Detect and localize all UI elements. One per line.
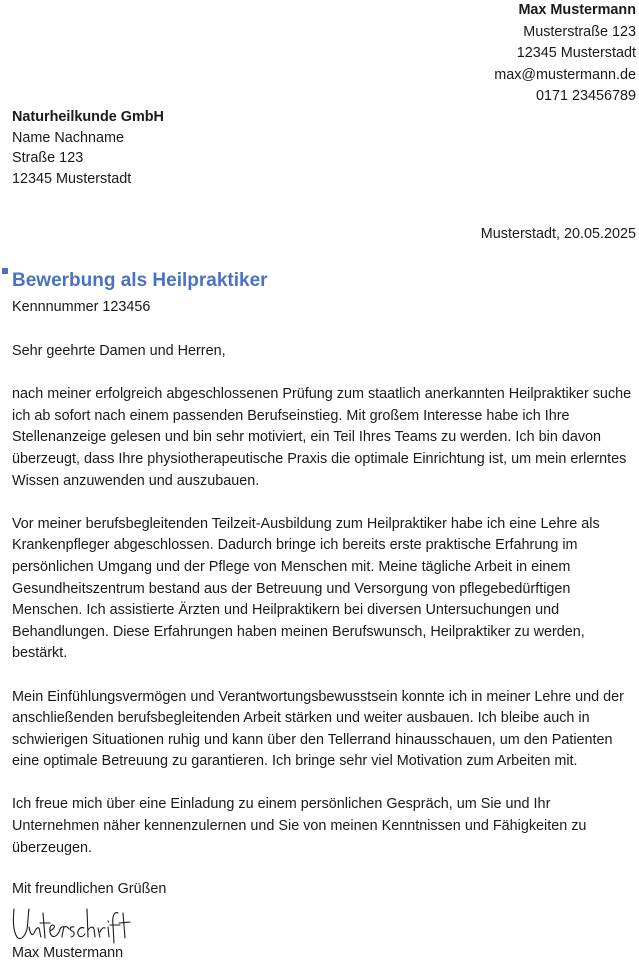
recipient-block	[12, 107, 164, 189]
sender-phone: 0171 23456789	[535, 88, 636, 104]
letter-body	[12, 341, 637, 881]
sender-street: Musterstraße 123	[523, 23, 636, 40]
recipient-street: Straße 123	[12, 150, 84, 166]
letter-date: Musterstadt, 20.05.2025	[480, 226, 636, 242]
handwritten-signature	[10, 903, 132, 947]
salutation: Sehr geehrte Damen und Herren,	[12, 343, 226, 359]
reference-number: Kennnummer 123456	[12, 299, 151, 315]
subject-line: Bewerbung als Heilpraktiker	[12, 270, 268, 291]
signer-name: Max Mustermann	[12, 945, 124, 961]
subject-marker	[2, 268, 8, 274]
recipient-company: Naturheilkunde GmbH	[12, 109, 164, 125]
paragraph-4: Ich freue mich über eine Einladung zu einem persönlichen Gespräch, um Sie und Ihr Unternehmen näher kennenzulernen und Sie von meinen Kenntnissen und Fähigkeiten zu überzeugen.	[12, 796, 587, 856]
sender-city: 12345 Musterstadt	[516, 45, 636, 61]
paragraph-3: Mein Einfühlungsvermögen und Verantwortungsbewusstsein konnte ich in meiner Lehre und der anschließenden berufsbegleitenden Arbeit stärken und weiter ausbauen. Ich bleibe auch in schwierigen Situationen ruhig und kann über den Tellerrand hinausschauen, um den Patienten eine optimale Betreuung zu garantieren. Ich bringe sehr viel Motivation zum Arbeiten mit.	[12, 688, 624, 770]
paragraph-1: nach meiner erfolgreich abgeschlossenen Prüfung zum staatlich anerkannten Heilpraktiker suche ich ab sofort nach einem passenden Berufseinstieg. Mit großem Interesse habe ich Ihre Stellenanzeige gelesen und bin sehr motiviert, ein Teil Ihres Teams zu werden. Ich bin davon überzeugt, dass Ihre physiotherapeutische Praxis die optimale Einrichtung ist, um mein erlerntes Wissen anzuwenden und auszubauen.	[12, 386, 632, 489]
paragraph-2: Vor meiner berufsbegleitenden Teilzeit-Ausbildung zum Heilpraktiker habe ich eine Lehre als Krankenpfleger abgeschlossen. Dadurch bringe ich bereits erste praktische Erfahrung im persönlichen Umgang und der Pflege von Menschen mit. Meine tägliche Arbeit in einem Gesundheitszentrum bestand aus der Betreuung und Versorgung von pflegebedürftigen Menschen. Ich assistierte Ärzten und Heilpraktikern bei diversen Untersuchungen und Behandlungen. Diese Erfahrungen haben meinen Berufswunsch, Heilpraktiker zu werden, bestärkt.	[12, 515, 600, 662]
recipient-contact: Name Nachname	[12, 129, 124, 146]
closing: Mit freundlichen Grüßen	[12, 881, 167, 897]
sender-block	[494, 0, 636, 108]
recipient-city: 12345 Musterstadt	[12, 170, 132, 187]
sender-email: max@mustermann.de	[494, 66, 636, 83]
sender-name: Max Mustermann	[518, 2, 636, 18]
